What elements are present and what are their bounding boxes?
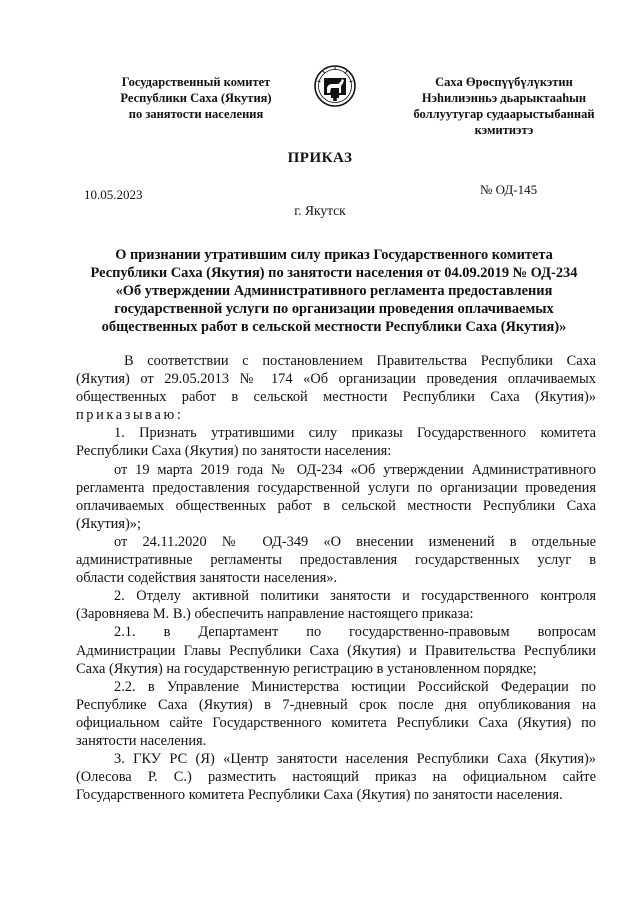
body-line: общественных работ в сельской местности Республики Саха (Якутия)» (76, 389, 596, 406)
emblem-icon (314, 64, 356, 108)
body-line: (Заровняева М. В.) обеспечить направление настоящего приказа: (76, 606, 474, 623)
subject-line: «Об утверждении Административного регламента предоставления (115, 283, 553, 299)
body-line: (Якутия)»; (76, 515, 141, 532)
body-line: Республике Саха (Якутия) в 7-дневный срок после дня опубликования на (76, 696, 596, 713)
body-line: 2.2. в Управление Министерства юстиции Российской Федерации по (114, 678, 596, 695)
body-line: 2.1. в Департамент по государственно-правовым вопросам (114, 624, 596, 641)
body-line: от 19 марта 2019 года № ОД-234 «Об утверждении Административного (114, 461, 596, 478)
body-line: 1. Признать утратившими силу приказы Государственного комитета (114, 425, 596, 442)
body-line: 2. Отделу активной политики занятости и государственного контроля (114, 588, 596, 605)
header-left-line: Республики Саха (Якутия) (120, 91, 272, 105)
header-left-line: Государственный комитет (121, 75, 271, 89)
body-line: 3. ГКУ РС (Я) «Центр занятости населения Республики Саха (Якутия)» (114, 751, 596, 768)
document-title: ПРИКАЗ (287, 150, 353, 166)
header-right-line: Нэһилиэнньэ дьарыктааһын (421, 91, 587, 105)
subject-line: государственной услуги по организации проведения оплачиваемых (114, 301, 554, 317)
subject-line: общественных работ в сельской местности Республики Саха (Якутия)» (101, 319, 567, 335)
body-line: занятости населения. (76, 732, 207, 749)
document-subject (64, 246, 604, 336)
body-line: оплачиваемых общественных работ в сельской местности Республики Саха (76, 497, 596, 514)
body-line: официальном сайте Государственного комитета Республики Саха (Якутия) по (76, 714, 596, 731)
header-right-org (404, 74, 604, 138)
body-line: В соответствии с постановлением Правительства Республики Саха (124, 353, 596, 369)
body-line: Саха (Якутия) на государственную регистрацию в установленном порядке; (76, 660, 537, 677)
document-city: г. Якутск (294, 203, 346, 218)
header-right-line: кэмитиэтэ (474, 123, 534, 137)
body-line: приказываю: (76, 407, 184, 424)
header-right-line: Саха Өрөспүүбүлүкэтин (435, 75, 573, 89)
subject-line: О признании утратившим силу приказ Государственного комитета (115, 247, 553, 263)
body-line: Республики Саха (Якутия) по занятости населения: (76, 443, 392, 460)
body-line: от 24.11.2020 № ОД-349 «О внесении изменений в отдельные (114, 533, 596, 550)
body-line: Администрации Главы Республики Саха (Якутия) и Правительства Республики (76, 642, 596, 659)
document-number: № ОД-145 (480, 182, 538, 197)
body-line: (Якутия) от 29.05.2013 № 174 «Об организации проведения оплачиваемых (76, 371, 596, 388)
body-line: регламента предоставления государственной услуги по организации проведения (76, 479, 596, 496)
body-line: (Олесова Р. С.) разместить настоящий приказ на официальном сайте (76, 769, 596, 786)
subject-line: Республики Саха (Якутия) по занятости населения от 04.09.2019 № ОД-234 (90, 265, 578, 281)
body-line: административные регламенты предоставления государственных услуг в (76, 552, 596, 569)
body-line: области содействия занятости населения». (76, 570, 338, 587)
document-date: 10.05.2023 (84, 187, 143, 202)
document-body (76, 352, 596, 804)
header-left-line: по занятости населения (128, 107, 264, 121)
header-left-org (96, 74, 296, 122)
header-right-line: боллуутугар судаарыстыбаннай (413, 107, 595, 121)
body-line: Государственного комитета Республики Саха (Якутия) по занятости населения. (76, 787, 563, 804)
